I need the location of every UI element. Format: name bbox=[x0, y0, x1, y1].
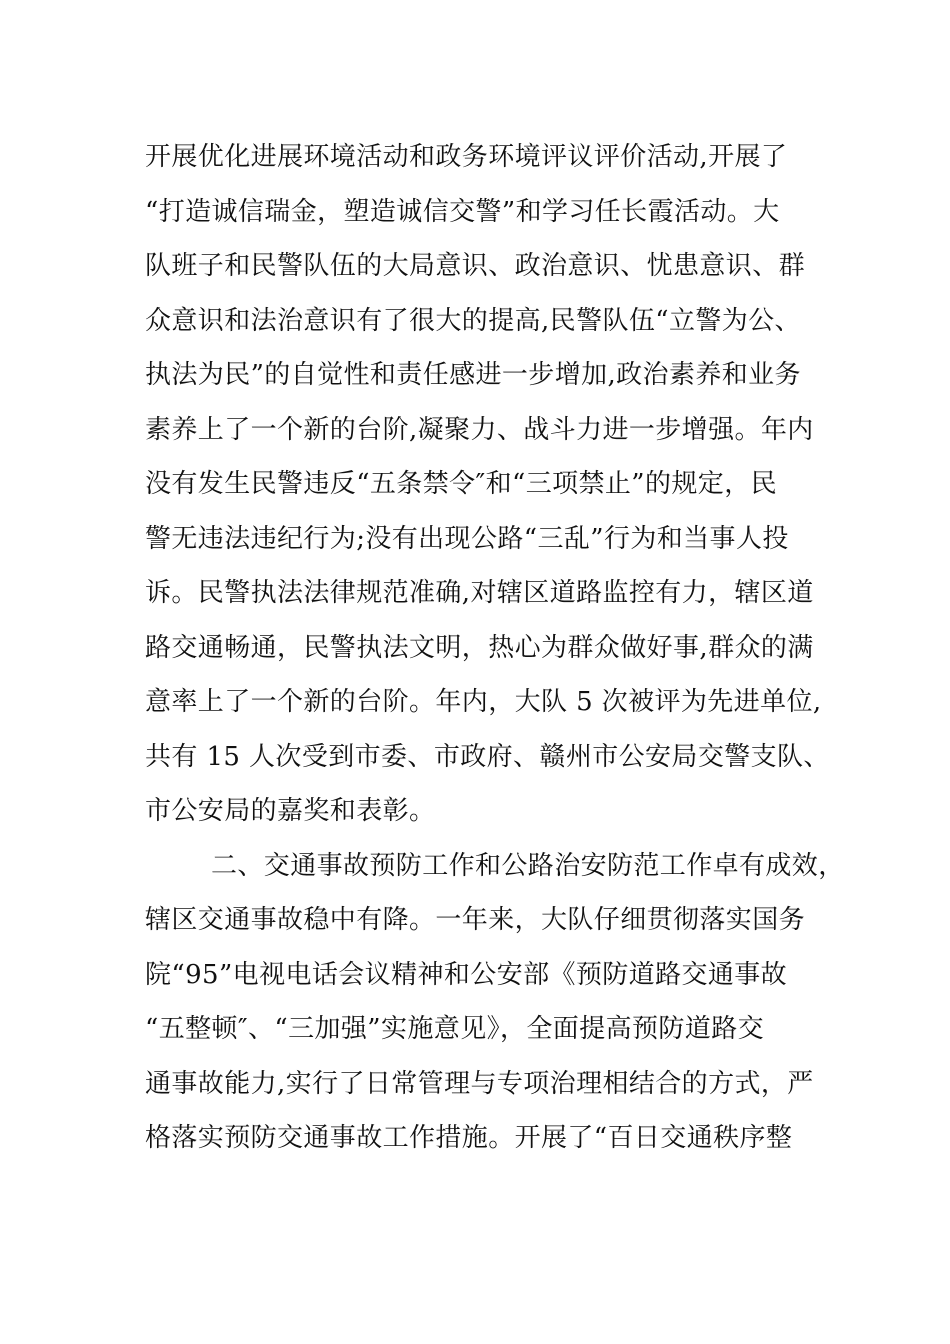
text-line: 诉。民警执法法律规范准确,对辖区道路监控有力，辖区道 bbox=[145, 578, 814, 608]
text-line: 众意识和法治意识有了很大的提高,民警队伍“立警为公、 bbox=[145, 305, 801, 336]
text-line: 通事故能力,实行了日常管理与专项治理相结合的方式，严 bbox=[145, 1068, 814, 1099]
text-line: 意率上了一个新的台阶。年内，大队 5 次被评为先进单位, bbox=[145, 687, 822, 717]
text-line: 格落实预防交通事故工作措施。开展了“百日交通秩序整 bbox=[145, 1123, 793, 1153]
text-line: “打造诚信瑞金，塑造诚信交警”和学习任长霞活动。大 bbox=[145, 196, 780, 227]
text-line: 市公安局的嘉奖和表彰。 bbox=[145, 796, 436, 826]
section-heading-line: 二、交通事故预防工作和公路治安防范工作卓有成效， bbox=[211, 850, 845, 881]
text-line: “五整顿″、“三加强”实施意见》，全面提高预防道路交 bbox=[145, 1014, 764, 1044]
text-line: 没有发生民警违反“五条禁令″和“三项禁止”的规定，民 bbox=[145, 469, 777, 499]
text-line: 队班子和民警队伍的大局意识、政治意识、忧患意识、群 bbox=[145, 251, 806, 281]
document-body bbox=[145, 130, 845, 1166]
text-line: 警无违法违纪行为;没有出现公路“三乱”行为和当事人投 bbox=[145, 523, 789, 554]
text-line: 执法为民”的自觉性和责任感进一步增加,政治素养和业务 bbox=[145, 360, 801, 390]
text-line: 素养上了一个新的台阶,凝聚力、战斗力进一步增强。年内 bbox=[145, 414, 814, 445]
text-line: 路交通畅通，民警执法文明，热心为群众做好事,群众的满 bbox=[145, 632, 814, 663]
text-line: 开展优化进展环境活动和政务环境评议评价活动,开展了 bbox=[145, 142, 788, 172]
text-line: 共有 15 人次受到市委、市政府、赣州市公安局交警支队、 bbox=[145, 741, 830, 772]
text-line: 辖区交通事故稳中有降。一年来，大队仔细贯彻落实国务 bbox=[145, 905, 806, 935]
text-line: 院“95”电视电话会议精神和公安部《预防道路交通事故 bbox=[145, 959, 788, 990]
